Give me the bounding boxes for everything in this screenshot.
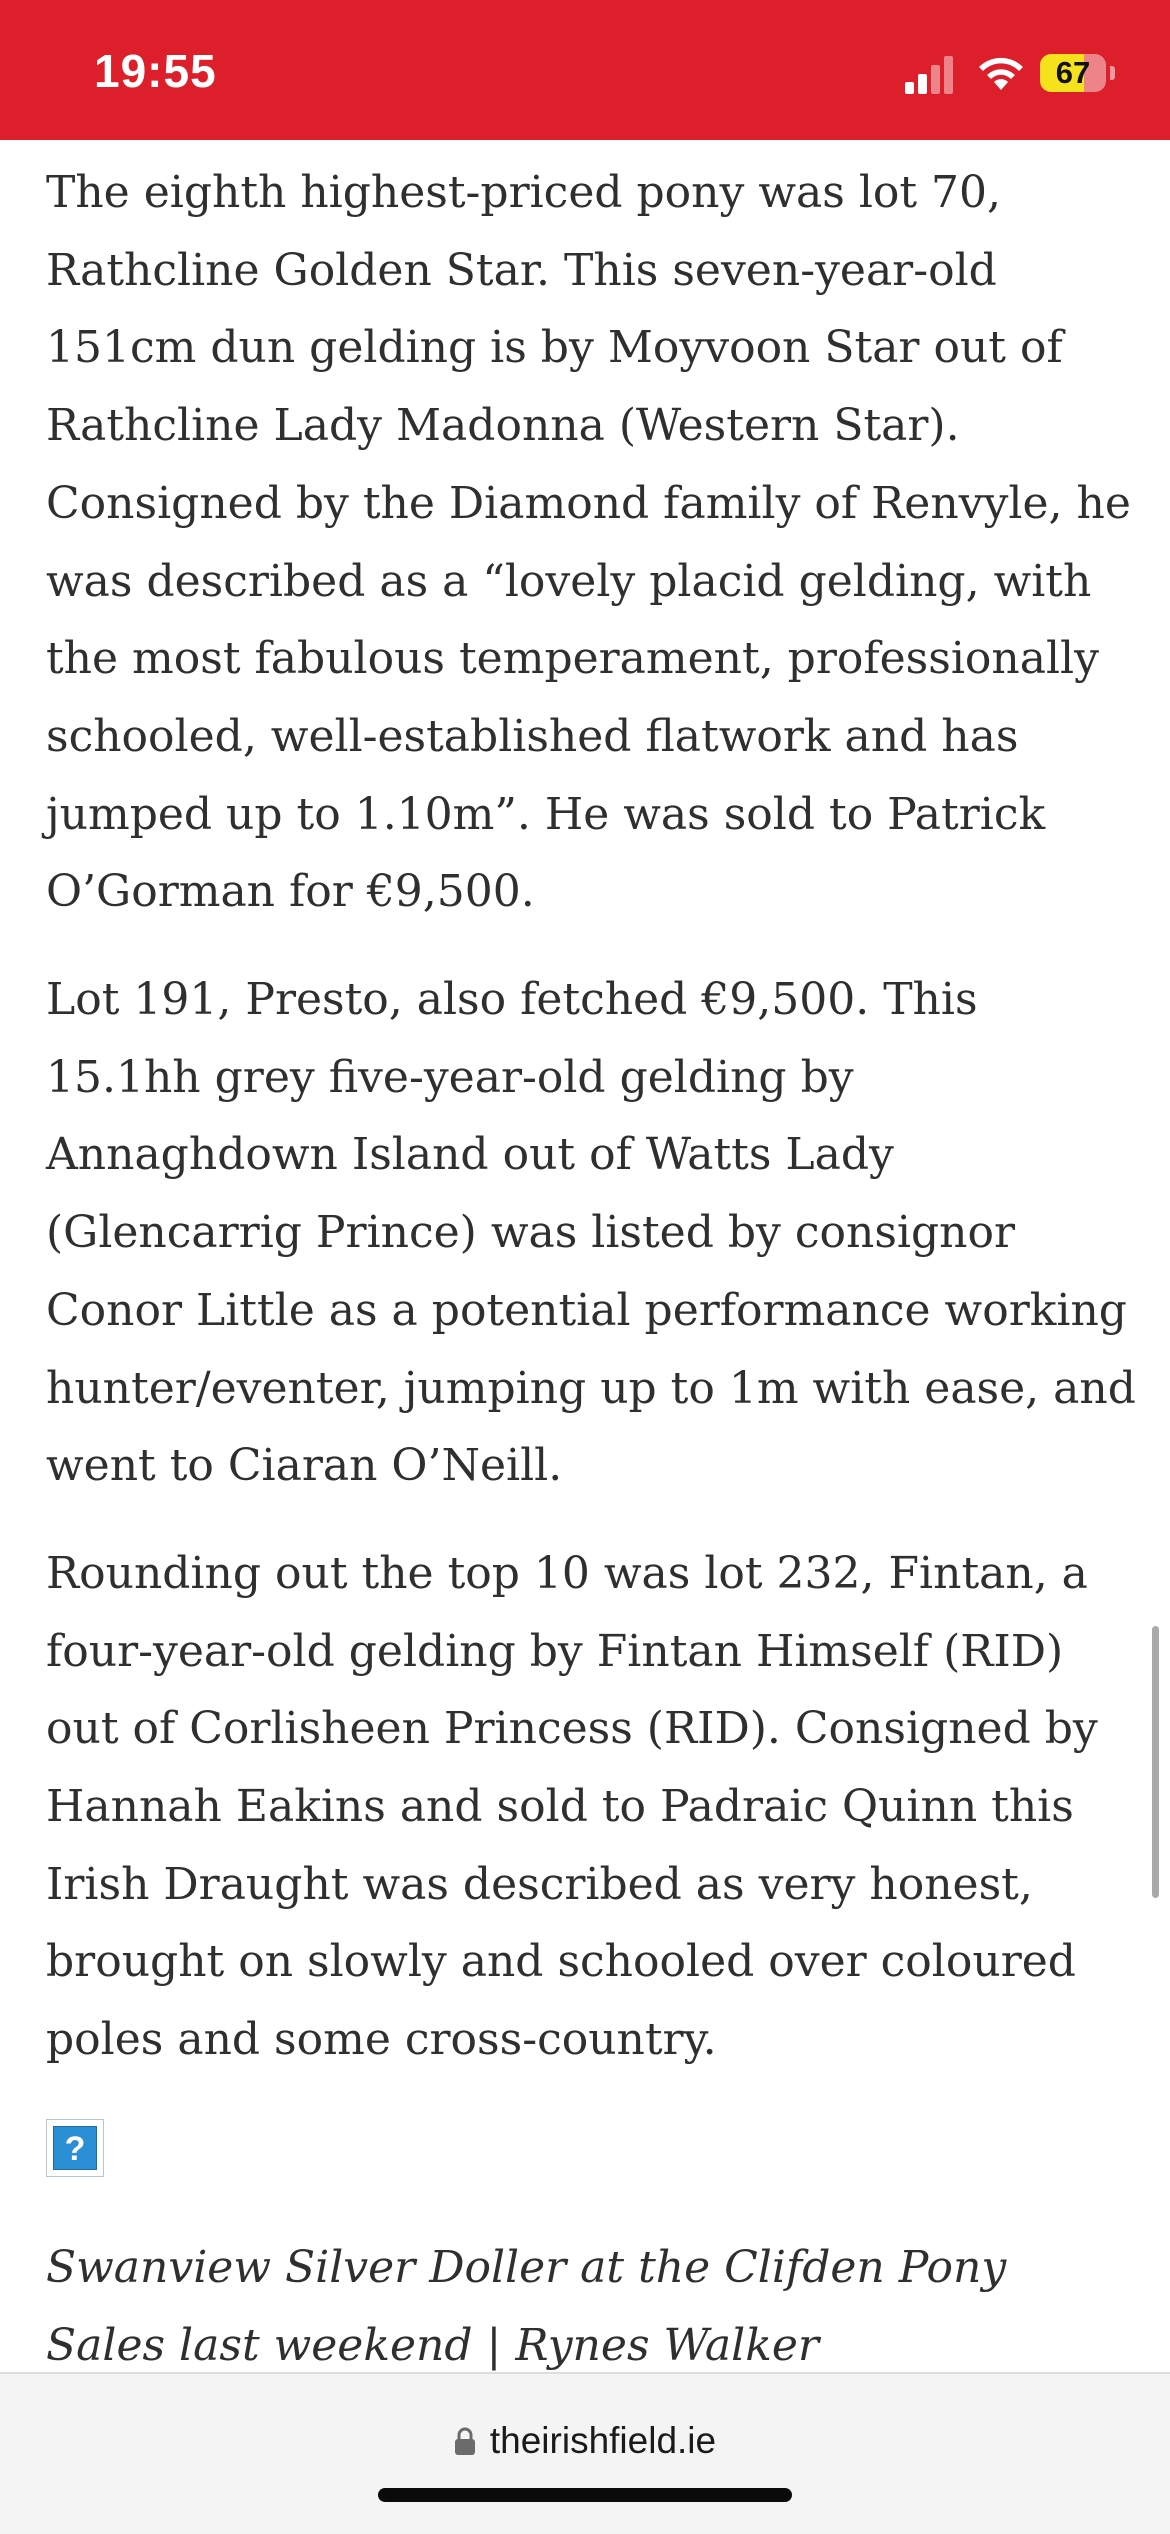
home-indicator[interactable]	[378, 2488, 792, 2502]
article-paragraph: Rounding out the top 10 was lot 232, Fintan, a four-year-old gelding by Fintan Himself (RID) out of Corlisheen Princess (RID). Consigned by Hannah Eakins and sold to Padraic Quinn this Irish Draught was described as very honest, brought on slowly and schooled over coloured poles and some cross-country.	[46, 1547, 1098, 2066]
browser-address-bar[interactable]	[0, 2372, 1170, 2534]
url-row[interactable]	[0, 2416, 1170, 2466]
lock-icon	[454, 2426, 476, 2456]
article-paragraph: Lot 191, Presto, also fetched €9,500. This 15.1hh grey five-year-old gelding by Annaghdown Island out of Watts Lady (Glencarrig Prince) was listed by consignor Conor Little as a potential performance working hunter/eventer, jumping up to 1m with ease, and went to Ciaran O’Neill.	[46, 974, 1136, 1492]
status-time: 19:55	[94, 45, 217, 97]
article-body	[46, 140, 1136, 2459]
question-mark-icon: ?	[53, 2126, 97, 2170]
image-caption: Swanview Silver Doller at the Clifden Pony Sales last weekend | Rynes Walker	[46, 2241, 1007, 2371]
scrollbar[interactable]	[1152, 1626, 1159, 1898]
battery-icon	[1040, 54, 1106, 92]
cellular-signal-icon	[903, 54, 957, 94]
status-bar	[0, 0, 1170, 140]
battery-tip	[1110, 66, 1115, 80]
battery-percentage: 67	[1055, 55, 1091, 90]
article-paragraph: The eighth highest-priced pony was lot 70, Rathcline Golden Star. This seven-year-old 151cm dun gelding is by Moyvoon Star out of Rathcline Lady Madonna (Western Star). Consigned by the Diamond family of Renvyle, he was described as a “lovely placid gelding, with the most fabulous temperament, professionally schooled, well-established flatwork and has jumped up to 1.10m”. He was sold to Patrick O’Gorman for €9,500.	[46, 167, 1131, 918]
broken-image-icon[interactable]	[46, 2119, 104, 2177]
wifi-icon	[976, 52, 1026, 92]
url-text[interactable]: theirishfield.ie	[489, 2420, 717, 2461]
